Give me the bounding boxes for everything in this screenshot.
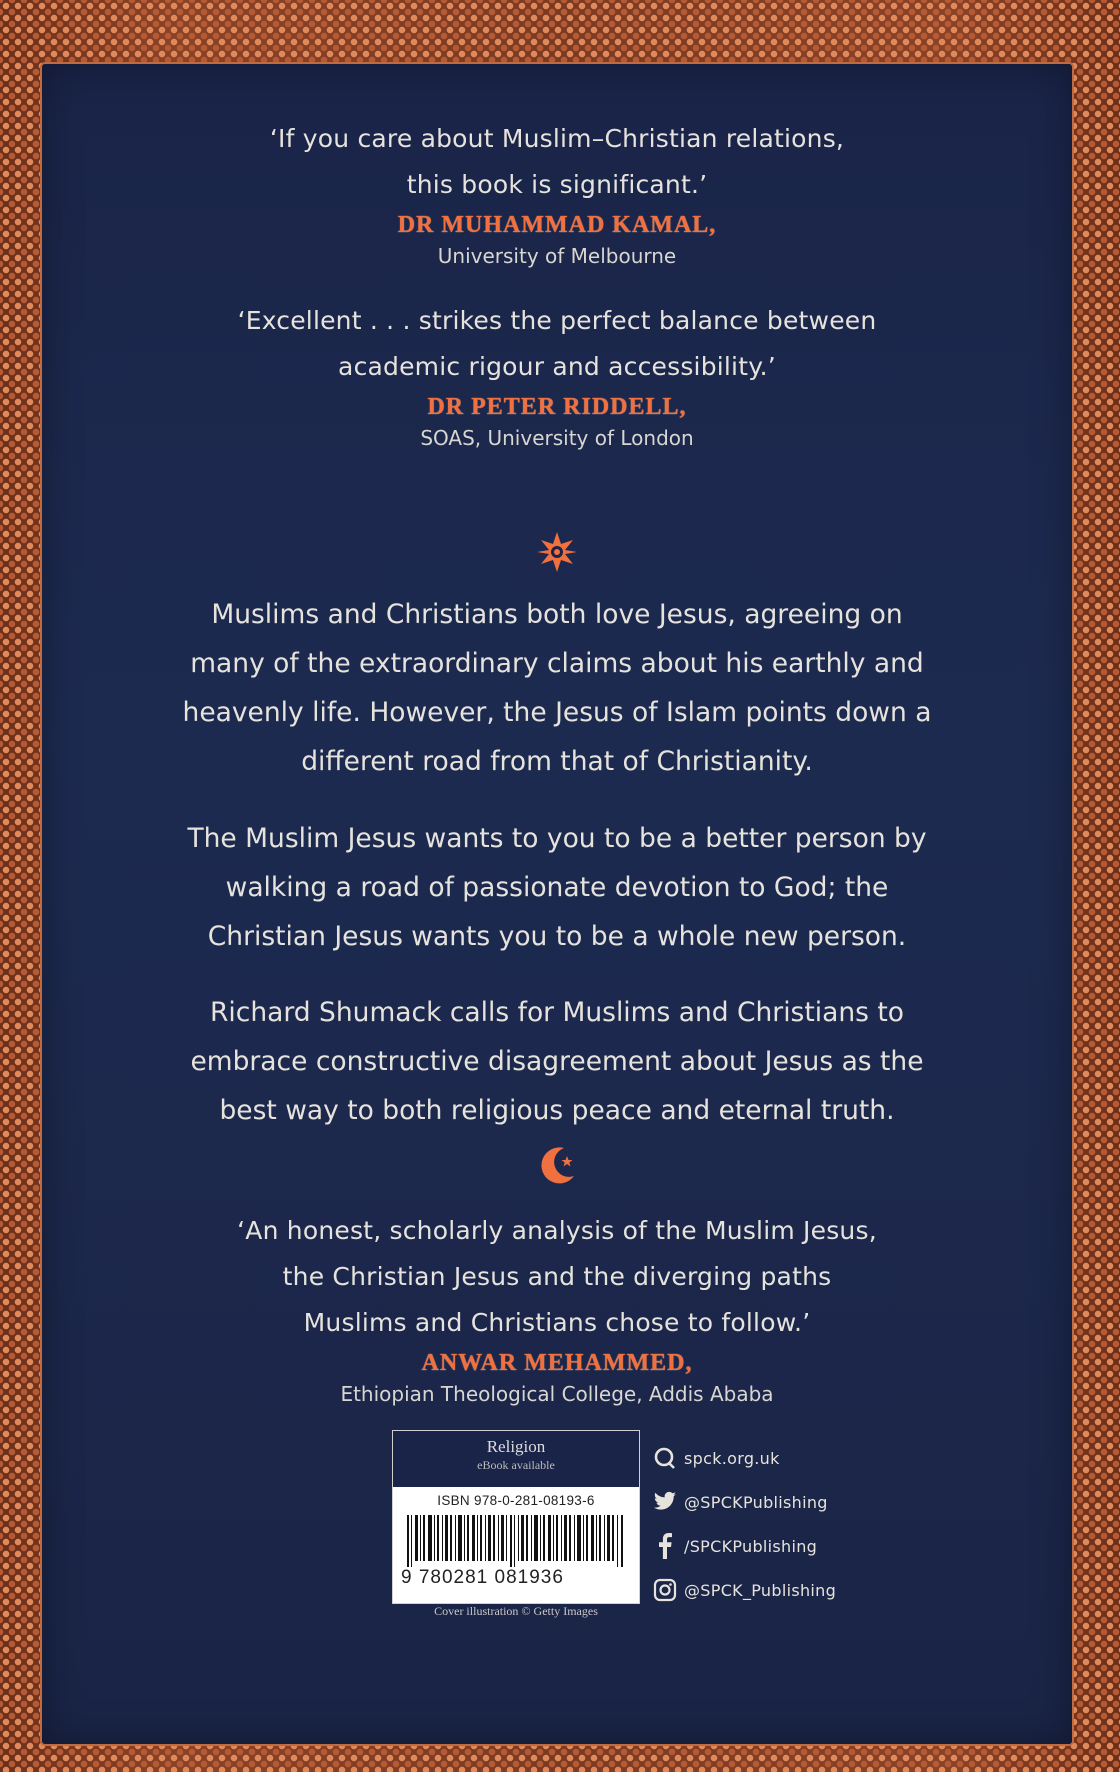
blurb-paragraph-3 <box>42 988 1072 1135</box>
quote-line: academic rigour and accessibility.’ <box>338 352 776 381</box>
blurb-line: Richard Shumack calls for Muslims and Christians to <box>210 997 904 1028</box>
blurb-line: many of the extraordinary claims about his earthly and <box>190 648 924 679</box>
cover-credit: Cover illustration © Getty Images <box>434 1604 598 1618</box>
endorsement-3 <box>42 1208 1072 1409</box>
social-text[interactable]: @SPCKPublishing <box>684 1492 828 1512</box>
endorsement-2 <box>42 298 1072 453</box>
social-facebook[interactable] <box>652 1524 902 1568</box>
ornament-crescent <box>42 1142 1072 1188</box>
blurb-line: The Muslim Jesus wants to you to be a better person by <box>187 823 927 854</box>
instagram-icon <box>652 1577 678 1603</box>
crescent-star-icon <box>534 1142 580 1188</box>
category-header <box>393 1431 639 1488</box>
isbn-text: ISBN 978-0-281-08193-6 <box>437 1493 595 1508</box>
endorser-affiliation: SOAS, University of London <box>420 426 694 450</box>
eight-point-star-icon <box>535 530 579 574</box>
social-text[interactable]: /SPCKPublishing <box>684 1536 818 1556</box>
social-website[interactable] <box>652 1436 902 1480</box>
search-icon <box>652 1445 678 1471</box>
ebook-note: eBook available <box>477 1458 555 1472</box>
endorser-affiliation: Ethiopian Theological College, Addis Ababa <box>340 1382 774 1406</box>
blurb-line: embrace constructive disagreement about Jesus as the <box>190 1046 924 1077</box>
facebook-icon <box>652 1533 678 1559</box>
blurb-line: heavenly life. However, the Jesus of Islam points down a <box>182 697 932 728</box>
quote-line: ‘An honest, scholarly analysis of the Muslim Jesus, <box>237 1216 877 1245</box>
quote-line: the Christian Jesus and the diverging paths <box>282 1262 832 1291</box>
quote-line: ‘Excellent . . . strikes the perfect balance between <box>237 306 877 335</box>
social-text[interactable]: @SPCK_Publishing <box>684 1580 837 1600</box>
endorsement-1 <box>42 116 1072 271</box>
blurb-line: Christian Jesus wants you to be a whole new person. <box>207 921 907 952</box>
social-text[interactable]: spck.org.uk <box>684 1448 780 1468</box>
endorser-affiliation: University of Melbourne <box>437 244 677 268</box>
barcode-number: 9 780281 081936 <box>401 1567 564 1588</box>
social-twitter[interactable] <box>652 1480 902 1524</box>
quote-line: this book is significant.’ <box>406 170 708 199</box>
category-label: Religion <box>486 1437 546 1456</box>
blurb-paragraph-2 <box>42 814 1072 961</box>
social-instagram[interactable] <box>652 1568 902 1612</box>
twitter-icon <box>652 1489 678 1515</box>
social-links <box>652 1436 902 1612</box>
quote-line: ‘If you care about Muslim–Christian relations, <box>269 124 845 153</box>
barcode-box <box>392 1430 640 1604</box>
blurb-line: Muslims and Christians both love Jesus, agreeing on <box>211 599 903 630</box>
endorser-name: DR PETER RIDDELL, <box>427 394 687 420</box>
blurb-line: best way to both religious peace and eternal truth. <box>219 1095 895 1126</box>
quote-line: Muslims and Christians chose to follow.’ <box>303 1308 811 1337</box>
endorser-name: DR MUHAMMAD KAMAL, <box>397 212 717 238</box>
barcode-bars <box>407 1515 625 1567</box>
blurb-line: different road from that of Christianity. <box>301 746 813 777</box>
ornament-star <box>42 530 1072 574</box>
blurb-paragraph-1 <box>42 590 1072 786</box>
blurb-line: walking a road of passionate devotion to God; the <box>225 872 889 903</box>
endorser-name: ANWAR MEHAMMED, <box>421 1350 693 1376</box>
